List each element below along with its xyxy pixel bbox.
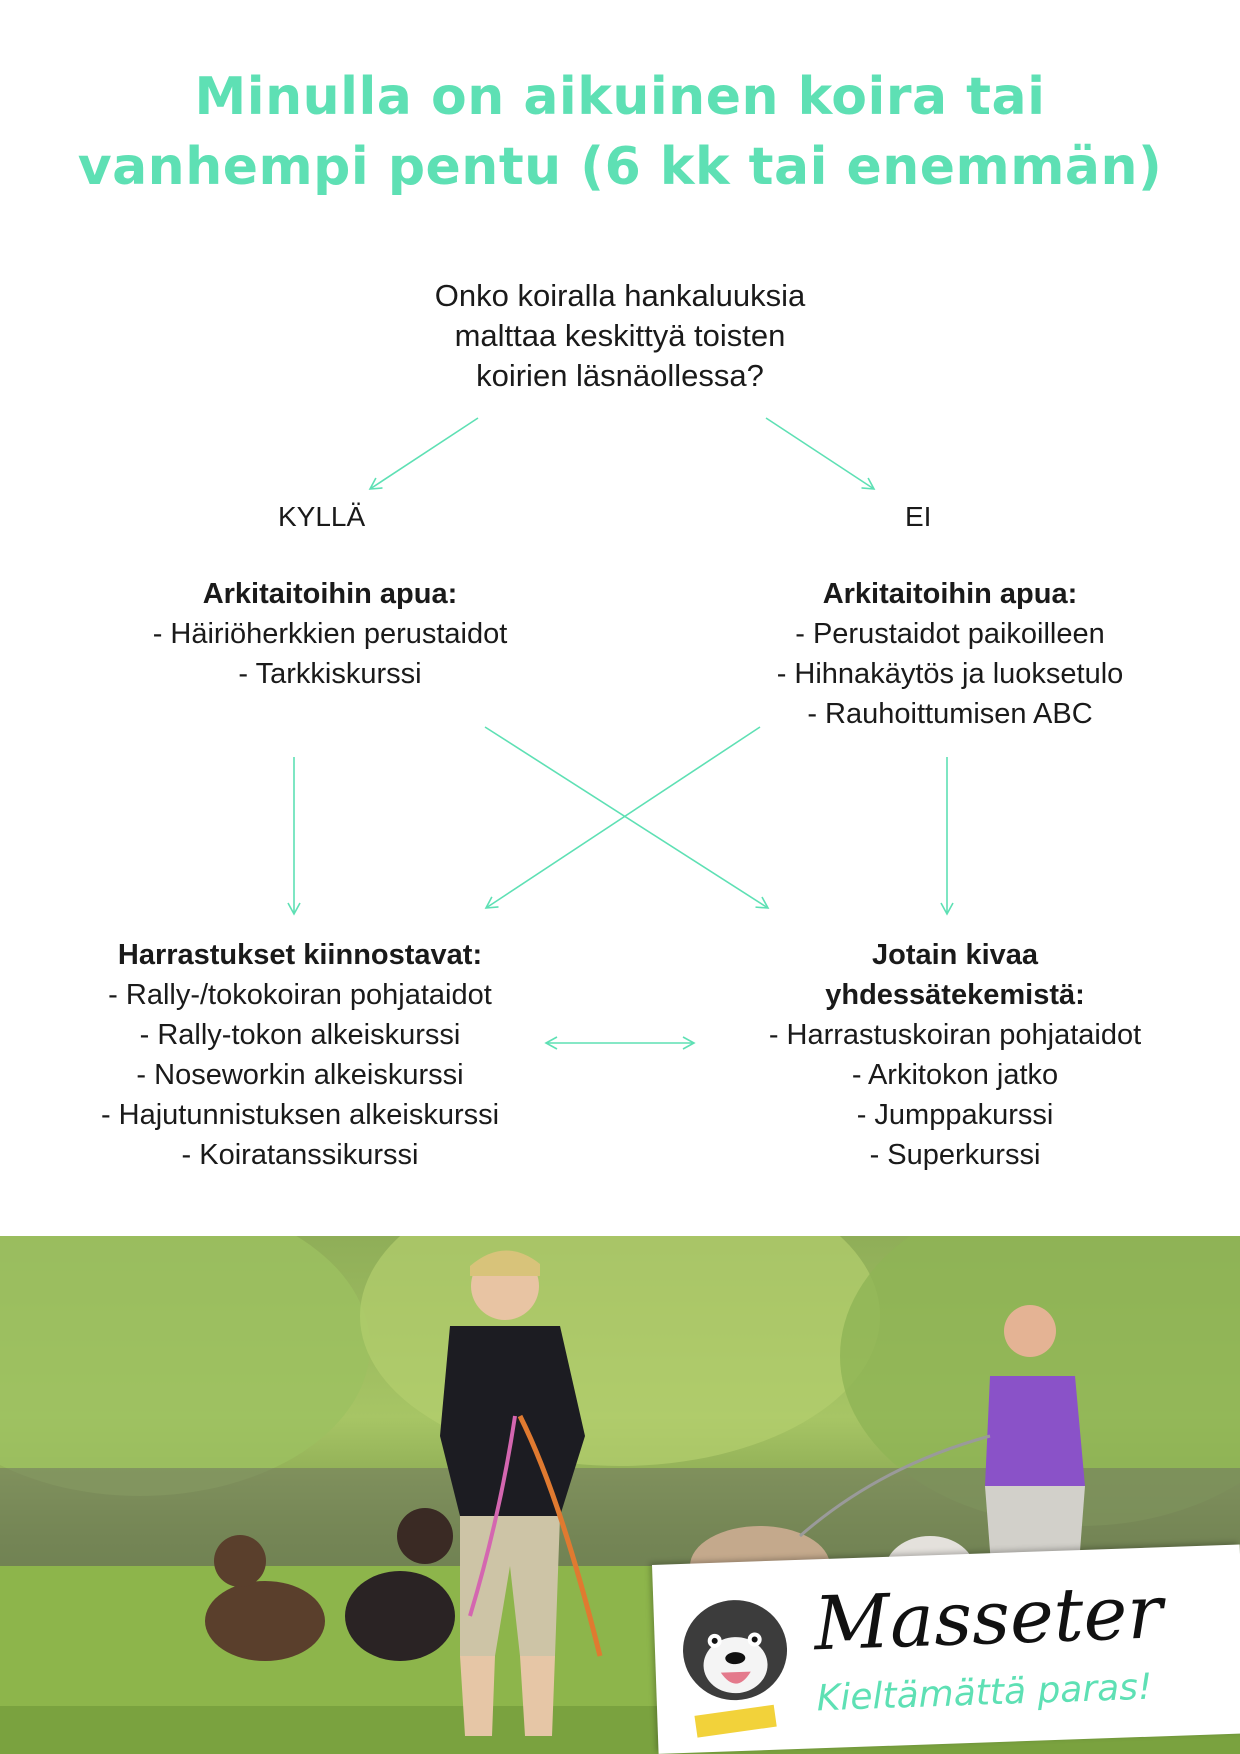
yes-help-item: - Tarkkiskurssi [238, 658, 422, 690]
branch-no: EI [905, 501, 932, 532]
bulldog-icon [662, 1568, 808, 1753]
hobbies-block [20, 935, 580, 1175]
brand-name: Masseter [812, 1569, 1165, 1668]
no-help-item: - Hihnakäytös ja luoksetulo [776, 658, 1124, 690]
hobbies-item: - Hajutunnistuksen alkeiskurssi [100, 1099, 500, 1131]
hobbies-item: - Koiratanssikurssi [181, 1139, 419, 1171]
fun-item: - Arkitokon jatko [851, 1059, 1059, 1091]
question-line-1: Onko koiralla hankaluuksia [434, 278, 806, 313]
no-help-block [680, 574, 1220, 734]
arrow-question-to-no [766, 418, 874, 489]
question-line-3: koirien läsnäollessa? [476, 358, 764, 393]
hobbies-item: - Rally-/tokokoiran pohjataidot [108, 979, 492, 1011]
yes-help-block [50, 574, 610, 694]
fun-heading-line-2: yhdessätekemistä: [825, 979, 1085, 1011]
masseter-logo [652, 1544, 1240, 1753]
title-line-2: vanhempi pentu (6 kk tai enemmän) [77, 137, 1163, 197]
no-help-heading: Arkitaitoihin apua: [822, 578, 1078, 610]
branch-yes: KYLLÄ [278, 501, 366, 532]
arrow-question-to-yes [370, 418, 478, 489]
yes-help-heading: Arkitaitoihin apua: [202, 578, 458, 610]
yes-help-item: - Häiriöherkkien perustaidot [152, 618, 508, 650]
title-line-1: Minulla on aikuinen koira tai [194, 67, 1046, 127]
hobbies-heading: Harrastukset kiinnostavat: [117, 939, 483, 971]
hobbies-item: - Noseworkin alkeiskurssi [136, 1059, 464, 1091]
brand-tagline: Kieltämättä paras! [816, 1666, 1154, 1720]
fun-item: - Harrastuskoiran pohjataidot [768, 1019, 1142, 1051]
fun-item: - Superkurssi [869, 1139, 1041, 1171]
fun-item: - Jumppakurssi [856, 1099, 1054, 1131]
no-help-item: - Perustaidot paikoilleen [795, 618, 1105, 650]
question-line-2: malttaa keskittyä toisten [454, 318, 786, 353]
fun-block [690, 935, 1220, 1175]
no-help-item: - Rauhoittumisen ABC [807, 698, 1093, 730]
hobbies-item: - Rally-tokon alkeiskurssi [139, 1019, 461, 1051]
fun-heading-line-1: Jotain kivaa [871, 939, 1039, 971]
